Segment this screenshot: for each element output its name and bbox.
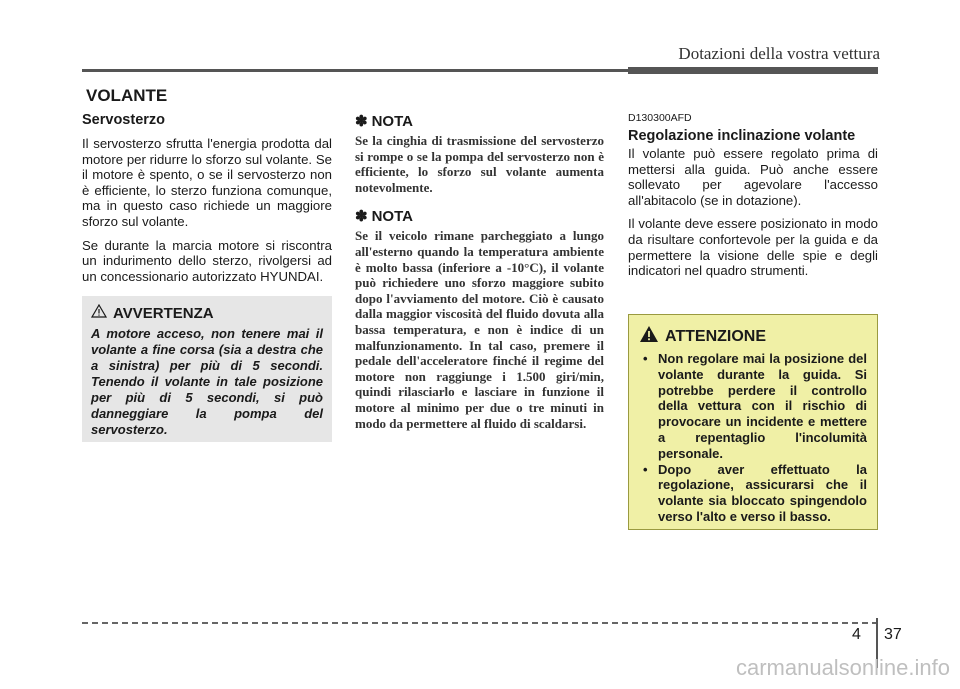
chapter-number: 4 <box>852 626 861 643</box>
section-title: VOLANTE <box>86 86 168 105</box>
attention-list <box>639 351 867 525</box>
warning-triangle-icon <box>91 304 107 322</box>
header-title: Dotazioni della vostra vettura <box>678 44 880 63</box>
attention-item-1 <box>639 351 867 462</box>
section-code: D130300AFD <box>628 112 692 124</box>
header-rule-accent <box>628 67 878 74</box>
inclinazione-paragraph-2: Il volante deve essere posizionato in modo da risultare confortevole per la guida e da permettere la visione delle spie e degli indicatori nel quadro strumenti. <box>628 216 878 279</box>
attention-header <box>639 325 867 348</box>
asterisk-icon: ✽ <box>355 113 368 130</box>
attention-box <box>628 314 878 530</box>
bullet-icon: • <box>643 351 648 366</box>
asterisk-icon: ✽ <box>355 208 368 226</box>
note-2-title <box>355 207 604 225</box>
page-number: 37 <box>884 626 902 643</box>
column-servosterzo <box>82 112 332 292</box>
attention-item-1-text: Non regolare mai la posizione del volante durante la guida. Si potrebbe perdere il controllo della vettura con il rischio di provocare un incidente e mettere a repentaglio l'incolumità personale. <box>658 351 867 461</box>
note-2-label: NOTA <box>371 207 413 225</box>
column-notes <box>355 112 604 443</box>
note-1-text: Se la cinghia di trasmissione del servosterzo si rompe o se la pompa del servosterzo non è efficiente, lo sforzo sul volante aumenta notevolmente. <box>355 133 604 195</box>
attention-triangle-icon <box>639 325 659 348</box>
bullet-icon: • <box>643 461 648 477</box>
warning-box <box>82 296 332 442</box>
warning-title: AVVERTENZA <box>113 304 214 322</box>
warning-text: A motore acceso, non tenere mai il volante a fine corsa (sia a destra che a sinistra) per più di 5 secondi. Tenendo il volante in tale posizione per più di 5 secondi, si può danneggiare la pompa del servosterzo. <box>91 326 323 437</box>
inclinazione-paragraph-1: Il volante può essere regolato prima di mettersi alla guida. Può anche essere sollevato per agevolare l'accesso all'abitacolo (se in dotazione). <box>628 146 878 208</box>
attention-title: ATTENZIONE <box>665 327 767 345</box>
attention-item-2 <box>639 462 867 525</box>
servosterzo-paragraph-1: Il servosterzo sfrutta l'energia prodotta dal motore per ridurre lo sforzo sul volante. Se il motore è spento, o se il servosterzo non è efficiente, lo sterzo funziona comunque, ma in questo caso richiede un maggiore sforzo sul volante. <box>82 136 332 229</box>
watermark: carmanualsonline.info <box>735 655 950 680</box>
note-2-text: Se il veicolo rimane parcheggiato a lungo all'esterno quando la temperatura ambiente è molto bassa (inferiore a -10°C), il volante può richiedere uno sforzo maggiore subito dopo l'avviamento del motore. Ciò è causato dalla maggior viscosità del fluido dovuta alla bassa temperatura, e non è indice di un malfunzionamento. In tal caso, premere il pedale dell'acceleratore finché il regime del motore non raggiunge i 1.500 giri/min, quindi rilasciarlo e lasciare in funzione il motore al minimo per due o tre minuti in modo da permettere al fluido di scaldarsi. <box>355 228 604 431</box>
column-inclinazione <box>628 112 878 287</box>
attention-item-2-text: Dopo aver effettuato la regolazione, assicurarsi che il volante sia bloccato spingendolo verso l'alto e verso il basso. <box>658 461 867 524</box>
note-1-label: NOTA <box>371 112 413 130</box>
warning-header <box>91 304 323 322</box>
note-1-title <box>355 112 604 130</box>
inclinazione-heading: Regolazione inclinazione volante <box>628 128 856 144</box>
servosterzo-paragraph-2: Se durante la marcia motore si riscontra un indurimento dello sterzo, rivolgersi ad un concessionario autorizzato HYUNDAI. <box>82 237 332 284</box>
footer-rule <box>82 622 878 624</box>
servosterzo-heading: Servosterzo <box>82 112 166 128</box>
